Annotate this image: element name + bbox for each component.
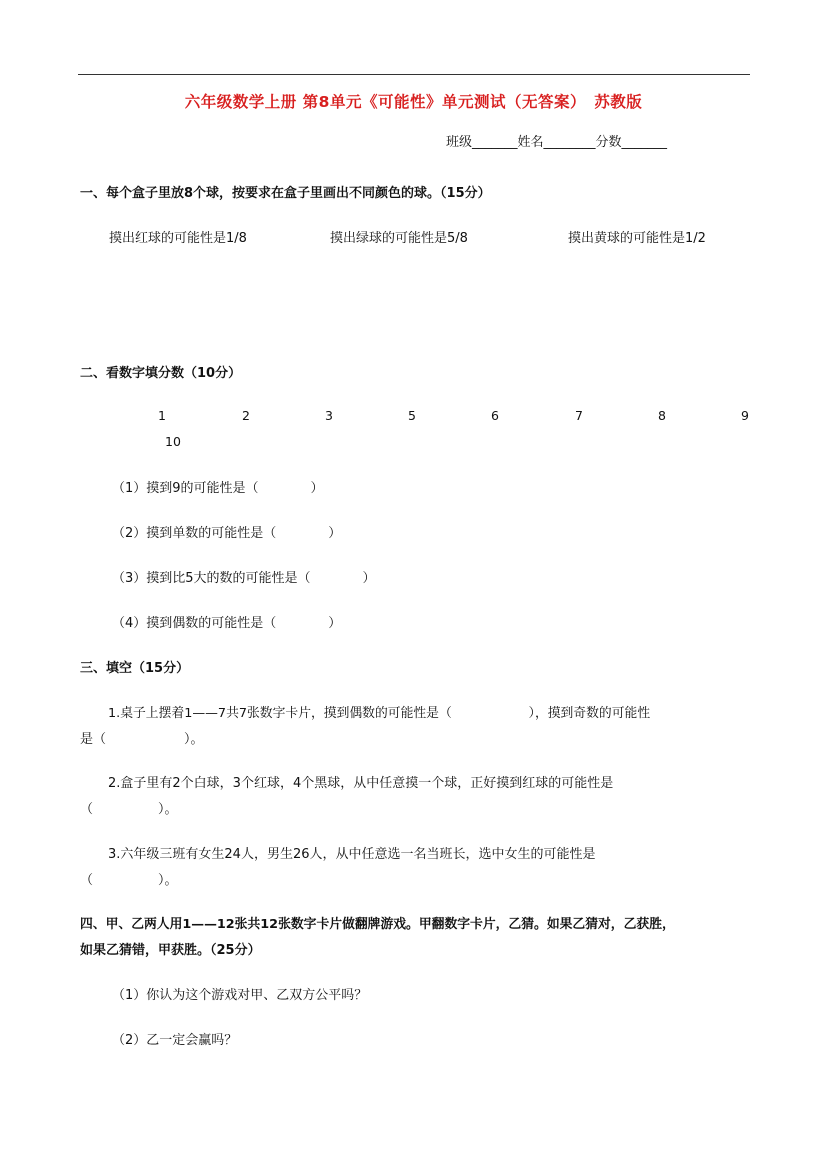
section-1-heading: 一、每个盒子里放8个球，按要求在盒子里画出不同颜色的球。（15分） — [80, 186, 491, 201]
section-2-question-2: （2）摸到单数的可能性是（ ） — [112, 526, 342, 541]
section-3-q2-line2: （ ）。 — [80, 802, 178, 817]
section-2-question-4: （4）摸到偶数的可能性是（ ） — [112, 616, 342, 631]
number-card: 9 — [741, 408, 749, 423]
student-info-line — [446, 131, 667, 150]
section-3-q3-line2: （ ）。 — [80, 873, 178, 888]
number-card: 1 — [158, 408, 166, 423]
section-3-heading: 三、填空（15分） — [80, 661, 190, 676]
section-3-q1-line1: 1.桌子上摆着1——7共7张数字卡片，摸到偶数的可能性是（ ），摸到奇数的可能性 — [108, 706, 651, 721]
section-2-heading: 二、看数字填分数（10分） — [80, 366, 242, 381]
section-4-heading-line2: 如果乙猜错，甲获胜。（25分） — [80, 943, 261, 958]
section-3-q1-line2: 是（ ）。 — [80, 732, 204, 747]
number-card: 7 — [575, 408, 583, 423]
section-1-item-red: 摸出红球的可能性是1/8 — [109, 231, 247, 246]
number-card: 8 — [658, 408, 666, 423]
section-1-item-green: 摸出绿球的可能性是5/8 — [330, 231, 468, 246]
section-3-q2-line1: 2.盒子里有2个白球，3个红球，4个黑球，从中任意摸一个球，正好摸到红球的可能性是 — [108, 776, 614, 791]
section-1-item-yellow: 摸出黄球的可能性是1/2 — [568, 231, 706, 246]
section-3-q3-line1: 3.六年级三班有女生24人，男生26人，从中任意选一名当班长，选中女生的可能性是 — [108, 847, 596, 862]
number-card: 6 — [491, 408, 499, 423]
section-4-question-1: （1）你认为这个游戏对甲、乙双方公平吗？ — [112, 988, 368, 1003]
number-card: 10 — [165, 434, 181, 449]
section-2-question-1: （1）摸到9的可能性是（ ） — [112, 481, 324, 496]
section-4-heading-line1: 四、甲、乙两人用1——12张共12张数字卡片做翻牌游戏。甲翻数字卡片，乙猜。如果乙猜对，乙获胜， — [80, 917, 675, 932]
score-field: 分数_______ — [595, 135, 668, 150]
class-field: 班级_______ — [446, 135, 518, 150]
section-4-question-2: （2）乙一定会赢吗？ — [112, 1033, 238, 1048]
number-card: 2 — [242, 408, 250, 423]
header-rule — [78, 74, 750, 75]
number-card: 3 — [325, 408, 333, 423]
number-card: 5 — [408, 408, 416, 423]
section-2-question-3: （3）摸到比5大的数的可能性是（ ） — [112, 571, 376, 586]
document-title: 六年级数学上册 第8单元《可能性》单元测试（无答案） 苏教版 — [184, 93, 643, 111]
name-field: 姓名________ — [517, 135, 596, 150]
